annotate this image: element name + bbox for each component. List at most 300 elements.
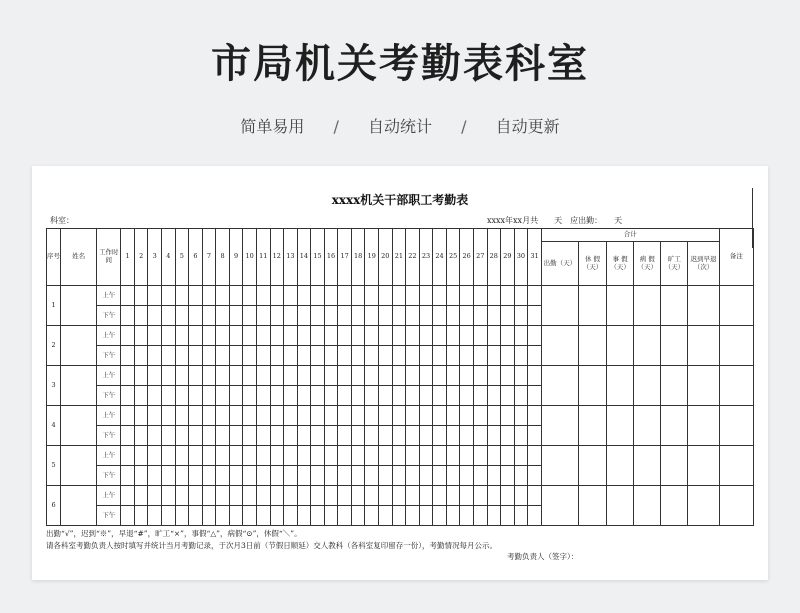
- day-cell: [351, 346, 365, 366]
- day-cell: [501, 346, 515, 366]
- day-cell: [243, 326, 257, 346]
- summary-cell: [661, 286, 688, 326]
- day-cell: [419, 406, 433, 426]
- day-cell: [148, 506, 162, 526]
- header-day: 27: [473, 229, 487, 286]
- day-cell: [379, 346, 393, 366]
- day-cell: [351, 406, 365, 426]
- day-cell: [392, 406, 406, 426]
- day-cell: [311, 286, 325, 306]
- day-cell: [419, 486, 433, 506]
- day-cell: [134, 326, 148, 346]
- day-cell: [297, 366, 311, 386]
- day-cell: [528, 486, 542, 506]
- day-cell: [216, 306, 230, 326]
- day-cell: [460, 326, 474, 346]
- day-cell: [392, 326, 406, 346]
- day-cell: [148, 386, 162, 406]
- day-cell: [446, 446, 460, 466]
- day-cell: [175, 426, 189, 446]
- day-cell: [473, 506, 487, 526]
- signature-line: 考勤负责人（签字）：: [507, 552, 579, 561]
- header-day: 29: [501, 229, 515, 286]
- day-cell: [514, 326, 528, 346]
- day-cell: [338, 326, 352, 346]
- header-summary: 事 假（天）: [607, 242, 634, 286]
- day-cell: [297, 486, 311, 506]
- day-cell: [392, 466, 406, 486]
- row-period: 下午: [97, 466, 121, 486]
- day-cell: [528, 366, 542, 386]
- day-cell: [229, 446, 243, 466]
- day-cell: [243, 426, 257, 446]
- day-cell: [134, 506, 148, 526]
- summary-cell: [634, 446, 661, 486]
- day-cell: [324, 286, 338, 306]
- day-cell: [148, 326, 162, 346]
- row-seq: 4: [47, 406, 61, 446]
- summary-cell: [688, 486, 719, 526]
- day-cell: [216, 506, 230, 526]
- day-cell: [460, 286, 474, 306]
- day-cell: [324, 366, 338, 386]
- day-cell: [311, 506, 325, 526]
- day-cell: [379, 426, 393, 446]
- day-cell: [311, 426, 325, 446]
- day-cell: [324, 446, 338, 466]
- day-cell: [514, 466, 528, 486]
- day-cell: [175, 466, 189, 486]
- day-cell: [324, 326, 338, 346]
- day-cell: [392, 386, 406, 406]
- day-cell: [473, 446, 487, 466]
- day-cell: [216, 386, 230, 406]
- day-cell: [460, 406, 474, 426]
- day-cell: [216, 406, 230, 426]
- header-day: 24: [433, 229, 447, 286]
- day-cell: [148, 466, 162, 486]
- day-cell: [392, 446, 406, 466]
- day-cell: [121, 306, 135, 326]
- day-cell: [162, 446, 176, 466]
- day-cell: [243, 466, 257, 486]
- day-cell: [528, 426, 542, 446]
- day-cell: [419, 366, 433, 386]
- day-cell: [473, 366, 487, 386]
- day-cell: [324, 426, 338, 446]
- day-cell: [528, 286, 542, 306]
- summary-cell: [634, 406, 661, 446]
- day-cell: [134, 346, 148, 366]
- day-cell: [379, 466, 393, 486]
- day-cell: [243, 446, 257, 466]
- row-period: 上午: [97, 366, 121, 386]
- day-cell: [460, 426, 474, 446]
- day-cell: [284, 366, 298, 386]
- day-cell: [379, 506, 393, 526]
- dept-label: 科室：: [50, 216, 74, 225]
- day-cell: [379, 366, 393, 386]
- period-info: xxxx年xx月共 天 应出勤： 天: [487, 216, 623, 225]
- day-cell: [487, 326, 501, 346]
- remark-cell: [719, 446, 753, 486]
- summary-cell: [578, 326, 606, 366]
- day-cell: [528, 506, 542, 526]
- day-cell: [338, 426, 352, 446]
- header-day: 25: [446, 229, 460, 286]
- day-cell: [256, 386, 270, 406]
- day-cell: [460, 506, 474, 526]
- header-day: 14: [297, 229, 311, 286]
- header-day: 23: [419, 229, 433, 286]
- header-summary: 旷工（天）: [661, 242, 688, 286]
- day-cell: [121, 406, 135, 426]
- day-cell: [270, 346, 284, 366]
- day-cell: [487, 466, 501, 486]
- day-cell: [189, 506, 203, 526]
- day-cell: [297, 286, 311, 306]
- day-cell: [202, 466, 216, 486]
- day-cell: [229, 486, 243, 506]
- day-cell: [189, 366, 203, 386]
- day-cell: [365, 506, 379, 526]
- day-cell: [446, 306, 460, 326]
- day-cell: [501, 306, 515, 326]
- day-cell: [121, 346, 135, 366]
- separator: /: [461, 117, 467, 136]
- day-cell: [433, 486, 447, 506]
- day-cell: [270, 306, 284, 326]
- day-cell: [189, 286, 203, 306]
- day-cell: [501, 486, 515, 506]
- day-cell: [419, 346, 433, 366]
- day-cell: [256, 346, 270, 366]
- day-cell: [311, 446, 325, 466]
- day-cell: [351, 386, 365, 406]
- day-cell: [514, 486, 528, 506]
- day-cell: [501, 426, 515, 446]
- day-cell: [162, 346, 176, 366]
- day-cell: [202, 306, 216, 326]
- row-name-cell: [61, 406, 97, 446]
- day-cell: [473, 306, 487, 326]
- day-cell: [528, 446, 542, 466]
- day-cell: [229, 406, 243, 426]
- day-cell: [148, 366, 162, 386]
- day-cell: [256, 326, 270, 346]
- day-cell: [473, 326, 487, 346]
- day-cell: [473, 486, 487, 506]
- day-cell: [473, 466, 487, 486]
- day-cell: [284, 486, 298, 506]
- day-cell: [134, 466, 148, 486]
- day-cell: [216, 326, 230, 346]
- day-cell: [162, 486, 176, 506]
- day-cell: [433, 346, 447, 366]
- day-cell: [406, 326, 420, 346]
- day-cell: [501, 326, 515, 346]
- day-cell: [311, 466, 325, 486]
- day-cell: [121, 426, 135, 446]
- day-cell: [392, 486, 406, 506]
- day-cell: [392, 506, 406, 526]
- summary-cell: [541, 446, 578, 486]
- day-cell: [406, 426, 420, 446]
- header-day: 28: [487, 229, 501, 286]
- header-day: 7: [202, 229, 216, 286]
- day-cell: [134, 406, 148, 426]
- day-cell: [460, 306, 474, 326]
- day-cell: [365, 306, 379, 326]
- day-cell: [351, 486, 365, 506]
- header-day: 15: [311, 229, 325, 286]
- day-cell: [501, 446, 515, 466]
- day-cell: [433, 506, 447, 526]
- row-period: 上午: [97, 286, 121, 306]
- day-cell: [121, 386, 135, 406]
- day-cell: [229, 426, 243, 446]
- day-cell: [175, 506, 189, 526]
- feature-easy: 简单易用: [240, 117, 305, 136]
- day-cell: [270, 466, 284, 486]
- summary-cell: [607, 406, 634, 446]
- day-cell: [311, 386, 325, 406]
- day-cell: [460, 366, 474, 386]
- day-cell: [162, 286, 176, 306]
- day-cell: [501, 286, 515, 306]
- day-cell: [202, 506, 216, 526]
- day-cell: [351, 326, 365, 346]
- day-cell: [284, 346, 298, 366]
- day-cell: [175, 366, 189, 386]
- row-seq: 1: [47, 286, 61, 326]
- summary-cell: [661, 366, 688, 406]
- summary-cell: [634, 326, 661, 366]
- day-cell: [433, 466, 447, 486]
- day-cell: [243, 366, 257, 386]
- day-cell: [338, 466, 352, 486]
- summary-cell: [541, 406, 578, 446]
- summary-cell: [688, 446, 719, 486]
- day-cell: [311, 406, 325, 426]
- day-cell: [446, 386, 460, 406]
- day-cell: [351, 506, 365, 526]
- day-cell: [270, 286, 284, 306]
- day-cell: [311, 486, 325, 506]
- day-cell: [162, 506, 176, 526]
- row-period: 下午: [97, 346, 121, 366]
- day-cell: [446, 286, 460, 306]
- day-cell: [175, 286, 189, 306]
- day-cell: [148, 426, 162, 446]
- day-cell: [351, 466, 365, 486]
- day-cell: [202, 326, 216, 346]
- day-cell: [528, 306, 542, 326]
- day-cell: [202, 286, 216, 306]
- day-cell: [162, 326, 176, 346]
- row-period: 下午: [97, 426, 121, 446]
- day-cell: [243, 386, 257, 406]
- day-cell: [392, 346, 406, 366]
- day-cell: [121, 366, 135, 386]
- header-day: 20: [379, 229, 393, 286]
- day-cell: [501, 406, 515, 426]
- day-cell: [189, 326, 203, 346]
- day-cell: [324, 466, 338, 486]
- day-cell: [256, 426, 270, 446]
- day-cell: [365, 326, 379, 346]
- day-cell: [433, 386, 447, 406]
- header-name: 姓名: [61, 229, 97, 286]
- header-day: 17: [338, 229, 352, 286]
- day-cell: [284, 326, 298, 346]
- header-day: 26: [460, 229, 474, 286]
- summary-cell: [661, 406, 688, 446]
- summary-cell: [541, 326, 578, 366]
- day-cell: [270, 486, 284, 506]
- day-cell: [514, 346, 528, 366]
- day-cell: [487, 426, 501, 446]
- day-cell: [148, 406, 162, 426]
- day-cell: [270, 446, 284, 466]
- day-cell: [134, 446, 148, 466]
- header-seq: 序号: [47, 229, 61, 286]
- day-cell: [501, 386, 515, 406]
- day-cell: [473, 346, 487, 366]
- day-cell: [297, 426, 311, 446]
- day-cell: [189, 486, 203, 506]
- day-cell: [406, 366, 420, 386]
- header-day: 9: [229, 229, 243, 286]
- day-cell: [514, 406, 528, 426]
- day-cell: [460, 446, 474, 466]
- separator: /: [333, 117, 339, 136]
- day-cell: [148, 306, 162, 326]
- day-cell: [419, 286, 433, 306]
- day-cell: [175, 486, 189, 506]
- table-row: [47, 446, 754, 466]
- day-cell: [487, 306, 501, 326]
- day-cell: [324, 386, 338, 406]
- day-cell: [351, 446, 365, 466]
- header-day: 31: [528, 229, 542, 286]
- summary-cell: [578, 286, 606, 326]
- day-cell: [121, 326, 135, 346]
- day-cell: [297, 466, 311, 486]
- day-cell: [270, 406, 284, 426]
- day-cell: [338, 446, 352, 466]
- day-cell: [487, 286, 501, 306]
- day-cell: [419, 306, 433, 326]
- remark-cell: [719, 486, 753, 526]
- day-cell: [338, 506, 352, 526]
- day-cell: [256, 506, 270, 526]
- day-cell: [419, 386, 433, 406]
- header-summary: 病 假（天）: [634, 242, 661, 286]
- summary-cell: [607, 326, 634, 366]
- day-cell: [270, 506, 284, 526]
- day-cell: [514, 446, 528, 466]
- day-cell: [392, 306, 406, 326]
- day-cell: [460, 486, 474, 506]
- day-cell: [175, 326, 189, 346]
- day-cell: [379, 326, 393, 346]
- day-cell: [297, 326, 311, 346]
- day-cell: [297, 406, 311, 426]
- summary-cell: [607, 446, 634, 486]
- row-period: 下午: [97, 506, 121, 526]
- table-row: [47, 326, 754, 346]
- day-cell: [338, 406, 352, 426]
- header-day: 13: [284, 229, 298, 286]
- day-cell: [501, 506, 515, 526]
- day-cell: [406, 346, 420, 366]
- day-cell: [365, 386, 379, 406]
- day-cell: [365, 366, 379, 386]
- day-cell: [392, 426, 406, 446]
- day-cell: [189, 386, 203, 406]
- day-cell: [216, 446, 230, 466]
- day-cell: [189, 406, 203, 426]
- day-cell: [216, 366, 230, 386]
- summary-cell: [578, 366, 606, 406]
- day-cell: [324, 406, 338, 426]
- day-cell: [419, 466, 433, 486]
- day-cell: [243, 486, 257, 506]
- day-cell: [446, 346, 460, 366]
- day-cell: [433, 286, 447, 306]
- summary-cell: [541, 486, 578, 526]
- day-cell: [351, 286, 365, 306]
- day-cell: [256, 406, 270, 426]
- row-seq: 2: [47, 326, 61, 366]
- day-cell: [473, 386, 487, 406]
- day-cell: [202, 426, 216, 446]
- day-cell: [243, 346, 257, 366]
- feature-auto-stat: 自动统计: [367, 117, 432, 136]
- header-day: 30: [514, 229, 528, 286]
- day-cell: [202, 446, 216, 466]
- header-remark: 备注: [719, 229, 753, 286]
- day-cell: [514, 386, 528, 406]
- legend-note: 出勤“√”，迟到“※”，早退“#”，旷工“×”，事假“△”，病假“⊙”，休假“＼”。: [46, 529, 302, 538]
- day-cell: [487, 446, 501, 466]
- day-cell: [528, 466, 542, 486]
- day-cell: [365, 406, 379, 426]
- remark-cell: [719, 286, 753, 326]
- day-cell: [379, 286, 393, 306]
- row-name-cell: [61, 326, 97, 366]
- day-cell: [351, 366, 365, 386]
- day-cell: [446, 406, 460, 426]
- header-day: 19: [365, 229, 379, 286]
- day-cell: [270, 426, 284, 446]
- day-cell: [473, 426, 487, 446]
- day-cell: [338, 486, 352, 506]
- day-cell: [514, 286, 528, 306]
- day-cell: [189, 346, 203, 366]
- day-cell: [487, 506, 501, 526]
- header-summary: 迟到早退（次）: [688, 242, 719, 286]
- instruction-note: 请各科室考勤负责人按时填写并统计当月考勤记录，于次月3日前（节假日顺延）交人教科（各科室复印留存一份），考勤情况每月公示。: [46, 541, 498, 550]
- day-cell: [134, 386, 148, 406]
- row-name-cell: [61, 286, 97, 326]
- header-day: 10: [243, 229, 257, 286]
- day-cell: [256, 446, 270, 466]
- day-cell: [406, 286, 420, 306]
- day-cell: [446, 326, 460, 346]
- remark-cell: [719, 406, 753, 446]
